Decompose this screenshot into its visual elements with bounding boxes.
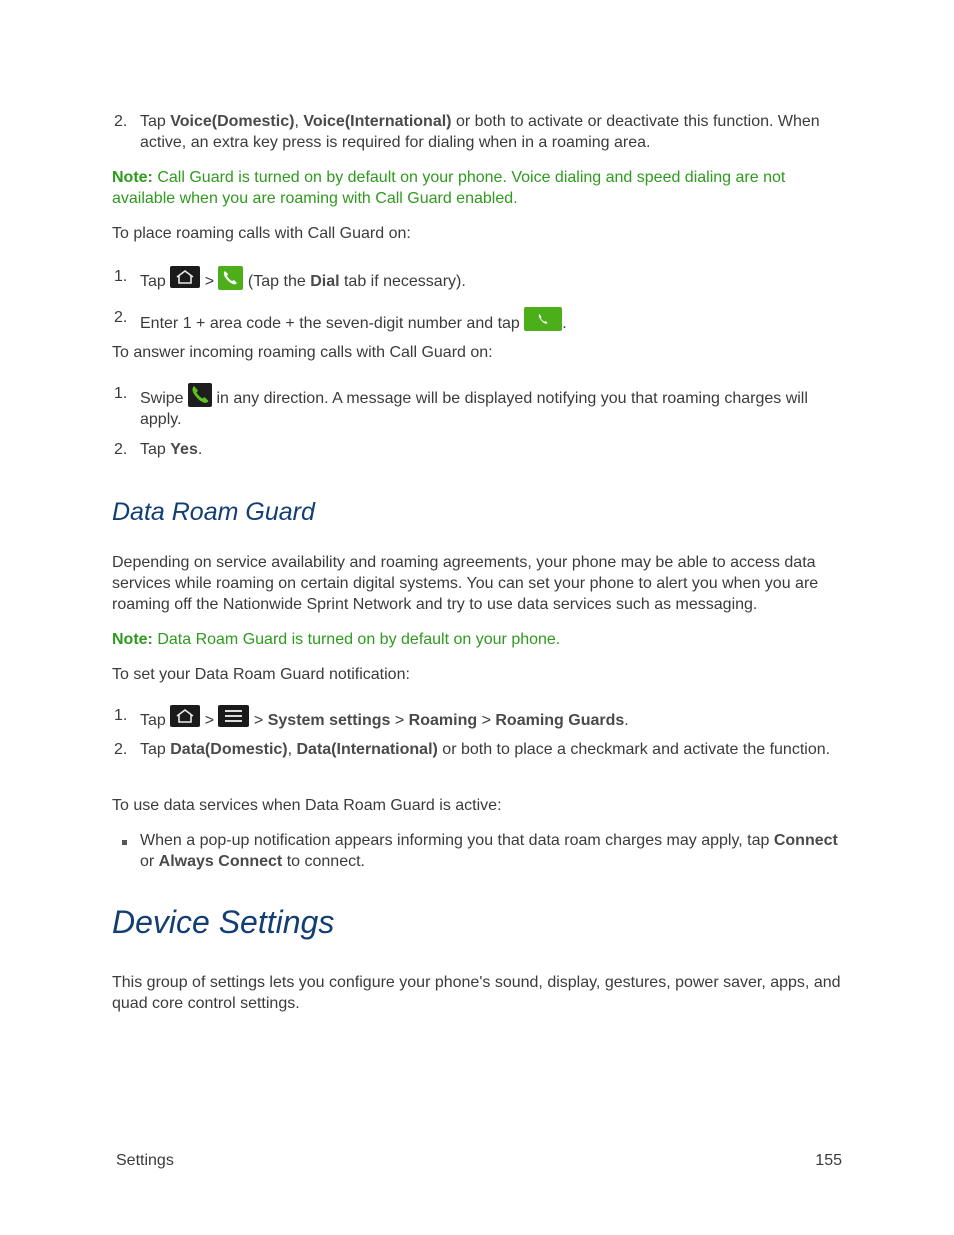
voice-domestic-option: Voice(Domestic): [170, 113, 295, 130]
text: to connect.: [282, 853, 365, 870]
system-settings-label: System settings: [267, 712, 391, 729]
step-number: 2.: [114, 113, 128, 130]
dial-tab-label: Dial: [310, 273, 340, 290]
text: tab if necessary).: [339, 273, 466, 290]
roaming-guards-label: Roaming Guards: [495, 712, 625, 729]
always-connect-option: Always Connect: [158, 853, 283, 870]
page-number: 155: [815, 1152, 842, 1169]
home-icon: [170, 266, 200, 288]
text: or both to place a checkmark and activate the function.: [437, 741, 831, 758]
text: ,: [294, 113, 304, 130]
text: or both to activate or deactivate this function. When active, an extra key press is required for dialing when in a roaming area.: [140, 113, 820, 151]
step-number: 2.: [114, 441, 128, 458]
text: Enter 1 + area code + the seven-digit number and tap: [140, 315, 525, 332]
text: ,: [287, 741, 297, 758]
answer-calls-intro: To answer incoming roaming calls with Call Guard on:: [112, 344, 493, 361]
connect-option: Connect: [773, 832, 838, 849]
text: Tap: [140, 273, 171, 290]
data-roam-note: [112, 629, 842, 650]
place-calls-intro: To place roaming calls with Call Guard on:: [112, 225, 411, 242]
text: >: [390, 712, 409, 729]
data-domestic-option: Data(Domestic): [170, 741, 288, 758]
yes-option: Yes: [170, 441, 198, 458]
text: Tap: [140, 712, 171, 729]
text: >: [477, 712, 496, 729]
data-roam-step-2: [140, 739, 840, 760]
note-text: Call Guard is turned on by default on your phone. Voice dialing and speed dialing are not available when you are roaming with Call Guard enabled.: [112, 169, 786, 207]
step-number: 1.: [114, 268, 128, 285]
phone-icon: [524, 307, 562, 331]
data-roam-step-1: [140, 705, 840, 731]
note-label: Note:: [112, 631, 153, 648]
text: Tap: [140, 441, 171, 458]
text: or: [140, 853, 159, 870]
step-number: 2.: [114, 309, 128, 326]
voice-step-text: [140, 111, 840, 153]
set-notification-intro: To set your Data Roam Guard notification:: [112, 666, 410, 683]
text: >: [200, 712, 219, 729]
text: .: [197, 441, 203, 458]
device-settings-heading: Device Settings: [112, 904, 335, 940]
text: (Tap the: [243, 273, 311, 290]
text: >: [249, 712, 268, 729]
call-guard-note: [112, 167, 842, 209]
roaming-label: Roaming: [408, 712, 478, 729]
step-number: 2.: [114, 741, 128, 758]
data-roam-intro: Depending on service availability and roaming agreements, your phone may be able to access data services while roaming on certain digital systems. You can set your phone to alert you when you are roaming off the Nationwide Sprint Network and try to use data services such as messaging.: [112, 554, 819, 613]
text: in any direction. A message will be displayed notifying you that roaming charges will apply.: [140, 390, 808, 428]
bullet-marker: [122, 840, 127, 845]
data-international-option: Data(International): [296, 741, 438, 758]
text: Tap: [140, 741, 171, 758]
place-step-2: [140, 307, 840, 334]
voice-international-option: Voice(International): [303, 113, 452, 130]
step-number: 1.: [114, 385, 128, 402]
note-text: Data Roam Guard is turned on by default on your phone.: [152, 631, 561, 648]
answer-step-1: [140, 383, 840, 430]
text: .: [562, 315, 567, 332]
data-roam-guard-heading: Data Roam Guard: [112, 498, 315, 526]
footer-section: Settings: [116, 1152, 174, 1169]
step-number: 1.: [114, 707, 128, 724]
use-data-intro: To use data services when Data Roam Guard is active:: [112, 797, 502, 814]
home-icon: [170, 705, 200, 727]
data-roam-bullet: [140, 830, 840, 872]
answer-step-2: [140, 439, 840, 460]
text: .: [624, 712, 629, 729]
note-label: Note:: [112, 169, 153, 186]
text: Swipe: [140, 390, 189, 407]
device-settings-intro: This group of settings lets you configure your phone's sound, display, gestures, power saver, apps, and quad core control settings.: [112, 974, 841, 1012]
phone-icon: [218, 266, 243, 290]
text: Tap: [140, 113, 171, 130]
place-step-1: [140, 266, 840, 292]
text: >: [200, 273, 219, 290]
menu-icon: [218, 705, 249, 727]
phone-icon: [188, 383, 212, 407]
text: When a pop-up notification appears informing you that data roam charges may apply, tap: [140, 832, 774, 849]
